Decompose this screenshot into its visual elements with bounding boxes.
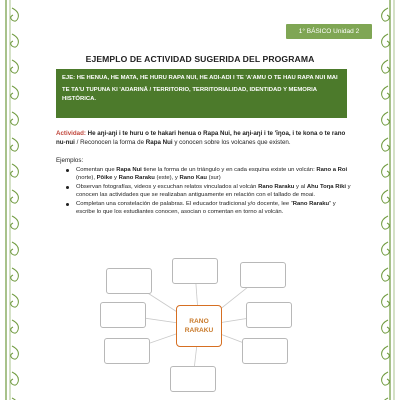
example-text-run: Rano Raraku — [292, 200, 330, 207]
activity-label: Actividad: — [56, 130, 86, 137]
unit-tag: 1° BÁSICO Unidad 2 — [286, 24, 372, 39]
eje-line-1: EJE: HE HENUA, HE MATA, HE HURU RAPA NUI, HE AŊI-AŊI I TE 'A'AMU O TE HAU RAPA NUI MAI — [62, 75, 338, 81]
example-text-run: Rano a Roi — [316, 167, 348, 173]
example-text-run: Rano Raraku — [118, 175, 155, 182]
constellation-center-label: RANO RARAKU — [184, 318, 214, 334]
constellation-empty-box — [240, 262, 286, 288]
constellation-empty-box — [246, 302, 292, 328]
example-text-run: y al — [294, 183, 307, 190]
page-title: EJEMPLO DE ACTIVIDAD SUGERIDA DEL PROGRAMA — [85, 54, 315, 64]
activity-spanish-text-2: y conocen sobre los volcanes que existen. — [172, 138, 291, 146]
example-text-run: Rapa Nui — [116, 167, 142, 173]
activity-separator: / — [74, 138, 81, 146]
activity-spanish-text-1: Reconocen la forma de — [80, 138, 146, 146]
constellation-empty-box — [106, 268, 152, 294]
constellation-empty-box — [170, 366, 216, 392]
example-text-run: Pōike — [96, 175, 113, 182]
constellation-center-box — [176, 305, 222, 347]
constellation-empty-box — [242, 338, 288, 364]
example-text-run: (este), y — [154, 175, 180, 182]
example-text-run: tiene la forma de un triángulo y en cada esquina existe un volcán: — [141, 167, 317, 173]
eje-line-2: TE TA'U TUPUNA KI 'AŊARINĀ / TERRITORIO, TERRITORIALIDAD, IDENTIDAD Y MEMORIA HISTÓRICA. — [62, 87, 317, 102]
constellation-empty-box — [104, 338, 150, 364]
constellation-empty-box — [172, 258, 218, 284]
examples-heading: Ejemplos: — [56, 157, 84, 164]
constellation-empty-box — [100, 302, 146, 328]
activity-rapanui-text: He aŋi-aŋi i te huru o te hakari henua o Rapa Nui, he aŋi-aŋi i te 'īŋoa, i te kona o te rano nu-nui — [56, 130, 346, 146]
example-text-run: Ahu Toŋa Riki — [306, 183, 347, 190]
example-text-run: Rano Raraku — [258, 183, 295, 190]
example-text-run: Observan fotografías, videos y escuchan relatos vinculados al volcán — [76, 183, 259, 190]
example-text-run: (sur) — [206, 175, 221, 182]
example-text-run: (norte), — [76, 175, 97, 182]
example-text-run: Comentan que — [76, 167, 117, 173]
example-text-run: y — [112, 175, 119, 182]
example-text-run: Rano Kau — [179, 175, 207, 182]
example-text-run: ” y escribe lo que los estudiantes conocen, asocian o comentan en torno al volcán. — [76, 200, 336, 215]
example-text-run: Completan una constelación de palabras. El educador tradicional y/o docente, lee “ — [76, 200, 293, 207]
example-text-run: y conocen las actividades que se realizaban antiguamente en relación con el tallado de moai. — [76, 183, 351, 198]
activity-spanish-bold: Rapa Nui — [145, 138, 173, 146]
